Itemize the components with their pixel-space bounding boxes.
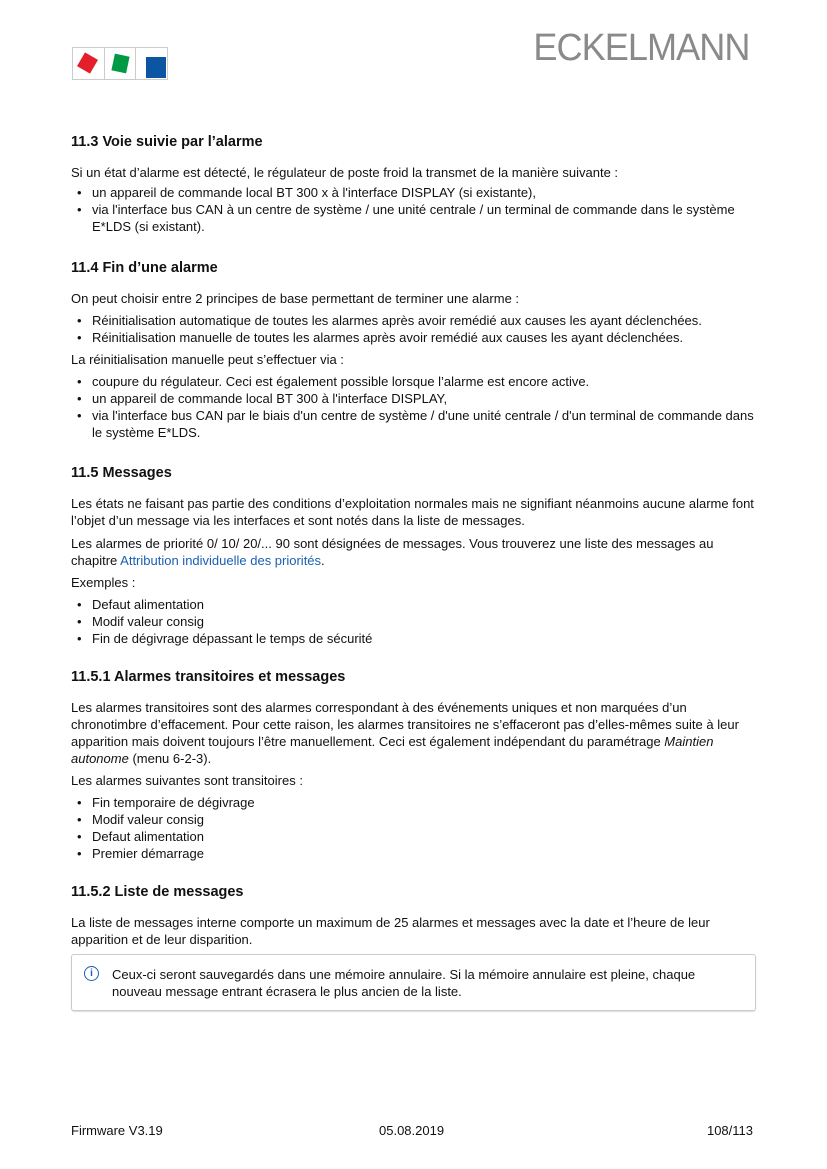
- list-item: • Modif valeur consig: [71, 811, 761, 828]
- list-item: • Réinitialisation manuelle de toutes les alarmes après avoir remédié aux causes les ayant déclenchées.: [71, 329, 761, 346]
- bullet-list: [71, 312, 761, 346]
- section-title: 11.4 Fin d’une alarme: [71, 260, 218, 276]
- list-item: • Fin de dégivrage dépassant le temps de sécurité: [71, 630, 761, 647]
- list-item: • coupure du régulateur. Ceci est également possible lorsque l’alarme est encore active.: [71, 373, 761, 390]
- eckelmann-logo: [72, 47, 168, 80]
- bullet-list: [71, 596, 761, 647]
- section-title: 11.5 Messages: [71, 465, 172, 481]
- list-item: • Réinitialisation automatique de toutes les alarmes après avoir remédié aux causes les ayant déclenchées.: [71, 312, 761, 329]
- paragraph: La liste de messages interne comporte un maximum de 25 alarmes et messages avec la date et l’heure de leur apparition et de leur disparition.: [71, 915, 710, 947]
- paragraph: La réinitialisation manuelle peut s’effectuer via :: [71, 352, 344, 367]
- list-item: • un appareil de commande local BT 300 x à l'interface DISPLAY (si existante),: [71, 184, 761, 201]
- info-icon: i: [84, 966, 99, 981]
- paragraph-text: Les alarmes de priorité 0/ 10/ 20/... 90 sont désignées de messages. Vous trouverez une liste des messages au chapitre: [71, 536, 714, 568]
- bullet-list: [71, 373, 761, 441]
- paragraph: Les états ne faisant pas partie des conditions d’exploitation normales mais ne signifiant néanmoins aucune alarme font l’objet d’un message via les interfaces et sont notés dans la liste de messages.: [71, 496, 754, 528]
- bullet-list: [71, 184, 761, 235]
- footer-version: Firmware V3.19: [71, 1123, 163, 1138]
- green-diamond: [111, 54, 129, 74]
- section-title: 11.3 Voie suivie par l’alarme: [71, 134, 263, 150]
- paragraph: Exemples :: [71, 575, 136, 590]
- paragraph: [71, 535, 761, 569]
- list-item: • Modif valeur consig: [71, 613, 761, 630]
- list-item: • Defaut alimentation: [71, 828, 761, 845]
- list-item: • via l'interface bus CAN à un centre de système / une unité centrale / un terminal de commande dans le système E*LDS (si existant).: [71, 201, 761, 235]
- list-item: • Premier démarrage: [71, 845, 761, 862]
- link-priorities[interactable]: Attribution individuelle des priorités: [120, 553, 322, 568]
- paragraph-text: (menu 6-2-3).: [128, 751, 212, 766]
- paragraph: On peut choisir entre 2 principes de base permettant de terminer une alarme :: [71, 291, 520, 306]
- emphasis: Maintien autonome: [71, 734, 714, 766]
- list-item: • via l'interface bus CAN par le biais d'un centre de système / d'une unité centrale / d'un terminal de commande dans le système E*LDS.: [71, 407, 761, 441]
- paragraph: Les alarmes suivantes sont transitoires :: [71, 773, 303, 788]
- info-note: [71, 954, 756, 1011]
- paragraph: Si un état d’alarme est détecté, le régulateur de poste froid la transmet de la manière suivante :: [71, 165, 619, 180]
- list-item: • Defaut alimentation: [71, 596, 761, 613]
- red-diamond: [77, 52, 98, 73]
- list-item: • un appareil de commande local BT 300 à l'interface DISPLAY,: [71, 390, 761, 407]
- paragraph-text: Les alarmes transitoires sont des alarmes correspondant à des événements uniques et non marquées d’un chronotimbre d’effacement. Pour cette raison, les alarmes transitoires ne s’effaceront pas d’elles-mêmes suite à leur apparition mais doivent toujours l’être manuellement. Ceci est également indépendant du paramétrage: [71, 700, 739, 749]
- list-item: • Fin temporaire de dégivrage: [71, 794, 761, 811]
- footer-date: 05.08.2019: [379, 1123, 445, 1138]
- blue-square: [146, 57, 166, 78]
- paragraph-text: .: [321, 553, 325, 568]
- bullet-list: [71, 794, 761, 862]
- section-title: 11.5.1 Alarmes transitoires et messages: [71, 669, 346, 685]
- footer-page-number: 108/113: [706, 1123, 753, 1138]
- section-title: 11.5.2 Liste de messages: [71, 884, 244, 900]
- paragraph: [71, 699, 761, 767]
- note-text: Ceux-ci seront sauvegardés dans une mémoire annulaire. Si la mémoire annulaire est pleine, chaque nouveau message entrant écrasera le plus ancien de la liste.: [112, 967, 696, 999]
- brand-name: ECKELMANN: [532, 27, 749, 69]
